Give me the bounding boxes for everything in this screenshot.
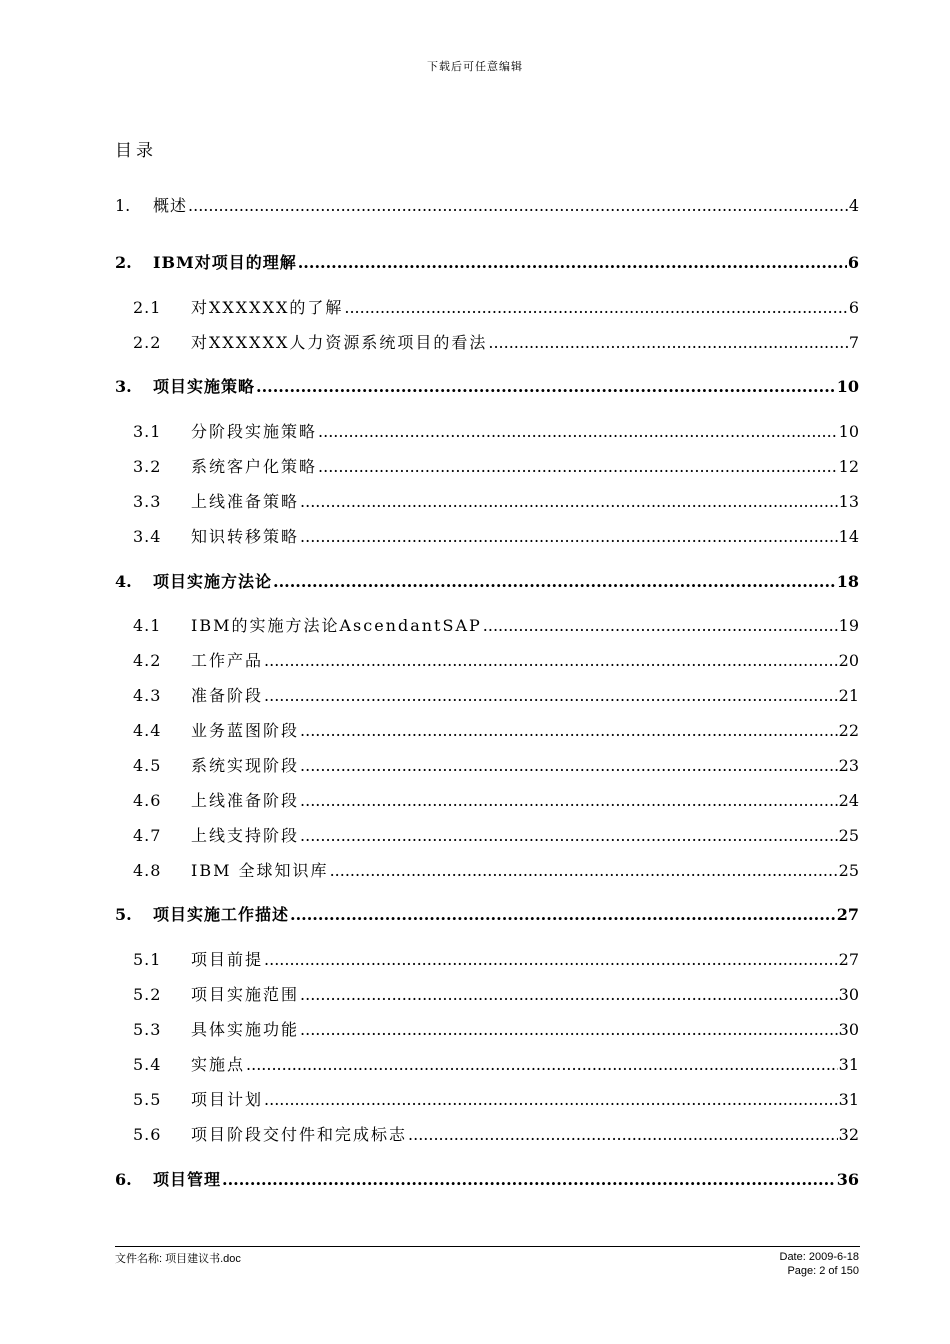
toc-entry-page: 22 xyxy=(838,721,859,740)
toc-entry-page: 30 xyxy=(838,1020,859,1039)
toc-entry[interactable] xyxy=(115,1090,859,1110)
toc-entry-number: 4.8 xyxy=(133,861,162,880)
toc-entry-page: 30 xyxy=(838,985,859,1004)
toc-entry[interactable] xyxy=(115,572,859,592)
toc-leader xyxy=(273,572,836,592)
toc-entry-label: 工作产品 xyxy=(191,651,264,670)
toc-entry-number: 5.6 xyxy=(133,1125,162,1144)
toc-entry-number: 4.1 xyxy=(133,616,162,635)
toc-entry-label: 准备阶段 xyxy=(191,686,264,705)
toc-entry-number: 2.1 xyxy=(133,298,162,317)
toc-leader xyxy=(300,492,838,512)
toc-entry-page: 14 xyxy=(838,527,859,546)
toc-entry-number: 5.1 xyxy=(133,950,162,969)
toc-entry-page: 19 xyxy=(838,616,859,635)
toc-entry[interactable] xyxy=(115,905,859,925)
toc-entry-page: 10 xyxy=(838,422,859,441)
toc-entry-number: 3.3 xyxy=(133,492,162,511)
toc-leader xyxy=(264,950,838,970)
toc-leader xyxy=(300,1020,838,1040)
toc-entry-page: 27 xyxy=(838,950,859,969)
toc-entry-label: 上线准备策略 xyxy=(191,492,300,511)
toc-entry-page: 36 xyxy=(836,1170,859,1189)
toc-entry-number: 2. xyxy=(115,253,132,272)
toc-entry[interactable] xyxy=(115,616,859,636)
toc-entry[interactable] xyxy=(115,527,859,547)
toc-entry[interactable] xyxy=(115,457,859,477)
toc-leader xyxy=(300,527,838,547)
toc-leader xyxy=(264,1090,838,1110)
toc-title: 目录 xyxy=(115,141,157,161)
toc-entry-label: 项目实施工作描述 xyxy=(153,905,290,924)
toc-entry-label: 知识转移策略 xyxy=(191,527,300,546)
toc-leader xyxy=(290,905,836,925)
toc-entry-number: 4.7 xyxy=(133,826,162,845)
toc-entry-label: 上线支持阶段 xyxy=(191,826,300,845)
toc-entry[interactable] xyxy=(115,950,859,970)
toc-entry-label: 项目实施范围 xyxy=(191,985,300,1004)
toc-entry-number: 5.2 xyxy=(133,985,162,1004)
toc-entry[interactable] xyxy=(115,377,859,397)
toc-entry-label: IBM 全球知识库 xyxy=(191,861,329,880)
toc-entry-number: 3.1 xyxy=(133,422,162,441)
toc-entry-label: 具体实施功能 xyxy=(191,1020,300,1039)
toc-entry-label: 概述 xyxy=(153,196,188,215)
toc-entry-page: 18 xyxy=(836,572,859,591)
toc-leader xyxy=(330,861,838,881)
toc-entry[interactable] xyxy=(115,861,859,881)
toc-entry[interactable] xyxy=(115,1125,859,1145)
toc-entry-label: 项目实施方法论 xyxy=(153,572,273,591)
toc-entry-number: 4.5 xyxy=(133,756,162,775)
toc-entry[interactable] xyxy=(115,1055,859,1075)
toc-entry-number: 4.3 xyxy=(133,686,162,705)
toc-entry-label: 项目前提 xyxy=(191,950,264,969)
toc-entry-number: 4.2 xyxy=(133,651,162,670)
toc-leader xyxy=(264,651,838,671)
toc-entry[interactable] xyxy=(115,1170,859,1190)
toc-leader xyxy=(488,333,847,353)
toc-entry-label: 系统客户化策略 xyxy=(191,457,318,476)
toc-entry-page: 25 xyxy=(838,826,859,845)
toc-entry-label: IBM对项目的理解 xyxy=(153,253,297,272)
footer-page-number: Page: 2 of 150 xyxy=(787,1265,859,1277)
toc-leader xyxy=(256,377,836,397)
toc-entry[interactable] xyxy=(115,756,859,776)
toc-entry[interactable] xyxy=(115,333,859,353)
toc-entry-page: 6 xyxy=(847,253,859,272)
toc-entry-number: 5.3 xyxy=(133,1020,162,1039)
toc-entry[interactable] xyxy=(115,253,859,273)
toc-entry-number: 3. xyxy=(115,377,132,396)
toc-entry[interactable] xyxy=(115,298,859,318)
toc-entry-number: 6. xyxy=(115,1170,132,1189)
toc-entry-page: 31 xyxy=(838,1090,859,1109)
toc-entry-page: 13 xyxy=(838,492,859,511)
toc-leader xyxy=(344,298,847,318)
toc-entry-label: 分阶段实施策略 xyxy=(191,422,318,441)
toc-leader xyxy=(300,985,838,1005)
toc-leader xyxy=(300,721,838,741)
toc-entry-label: 上线准备阶段 xyxy=(191,791,300,810)
toc-leader xyxy=(300,756,838,776)
toc-entry-page: 7 xyxy=(848,333,859,352)
toc-entry-label: IBM的实施方法论AscendantSAP xyxy=(191,616,482,635)
toc-entry-page: 27 xyxy=(836,905,859,924)
toc-entry-page: 25 xyxy=(838,861,859,880)
toc-leader xyxy=(300,826,838,846)
toc-entry-number: 3.2 xyxy=(133,457,162,476)
toc-leader xyxy=(222,1170,836,1190)
toc-entry[interactable] xyxy=(115,985,859,1005)
toc-entry-page: 10 xyxy=(836,377,859,396)
toc-entry-label: 项目计划 xyxy=(191,1090,264,1109)
toc-leader xyxy=(246,1055,838,1075)
toc-entry-label: 系统实现阶段 xyxy=(191,756,300,775)
toc-leader xyxy=(408,1125,838,1145)
toc-entry-label: 对XXXXXX的了解 xyxy=(191,298,344,317)
toc-entry[interactable] xyxy=(115,721,859,741)
toc-entry-page: 31 xyxy=(838,1055,859,1074)
toc-leader xyxy=(318,422,838,442)
toc-leader xyxy=(264,686,838,706)
toc-entry-label: 项目管理 xyxy=(153,1170,222,1189)
toc-entry-page: 32 xyxy=(838,1125,859,1144)
toc-entry-number: 5. xyxy=(115,905,132,924)
toc-entry-page: 12 xyxy=(838,457,859,476)
toc-entry-page: 23 xyxy=(838,756,859,775)
toc-entry-number: 5.5 xyxy=(133,1090,162,1109)
toc-entry-page: 4 xyxy=(848,196,859,215)
toc-entry-number: 4.6 xyxy=(133,791,162,810)
toc-entry[interactable] xyxy=(115,791,859,811)
toc-entry-label: 实施点 xyxy=(191,1055,246,1074)
toc-entry-number: 5.4 xyxy=(133,1055,162,1074)
toc-entry-number: 4.4 xyxy=(133,721,162,740)
toc-leader xyxy=(188,196,848,216)
toc-entry-page: 20 xyxy=(838,651,859,670)
toc-entry-label: 业务蓝图阶段 xyxy=(191,721,300,740)
toc-entry-number: 2.2 xyxy=(133,333,162,352)
toc-leader xyxy=(298,253,847,273)
toc-entry[interactable] xyxy=(115,196,859,216)
toc-entry[interactable] xyxy=(115,686,859,706)
toc-entry[interactable] xyxy=(115,492,859,512)
toc-entry-page: 6 xyxy=(848,298,859,317)
toc-entry-page: 21 xyxy=(838,686,859,705)
toc-entry-number: 3.4 xyxy=(133,527,162,546)
toc-entry-page: 24 xyxy=(838,791,859,810)
toc-entry[interactable] xyxy=(115,1020,859,1040)
toc-leader xyxy=(483,616,838,636)
footer-filename: 文件名称: 项目建议书.doc xyxy=(115,1253,241,1265)
toc-entry[interactable] xyxy=(115,826,859,846)
toc-entry-label: 对XXXXXX人力资源系统项目的看法 xyxy=(191,333,488,352)
page-header: 下载后可任意编辑 xyxy=(427,60,523,73)
toc-entry-label: 项目实施策略 xyxy=(153,377,256,396)
toc-leader xyxy=(300,791,838,811)
toc-entry-number: 4. xyxy=(115,572,132,591)
footer-meta xyxy=(780,1250,860,1278)
toc-entry-number: 1. xyxy=(115,196,131,215)
toc-entry[interactable] xyxy=(115,422,859,442)
toc-leader xyxy=(318,457,838,477)
footer-date: Date: 2009-6-18 xyxy=(779,1251,859,1263)
toc-entry[interactable] xyxy=(115,651,859,671)
footer-divider xyxy=(115,1246,860,1247)
toc-entry-label: 项目阶段交付件和完成标志 xyxy=(191,1125,408,1144)
